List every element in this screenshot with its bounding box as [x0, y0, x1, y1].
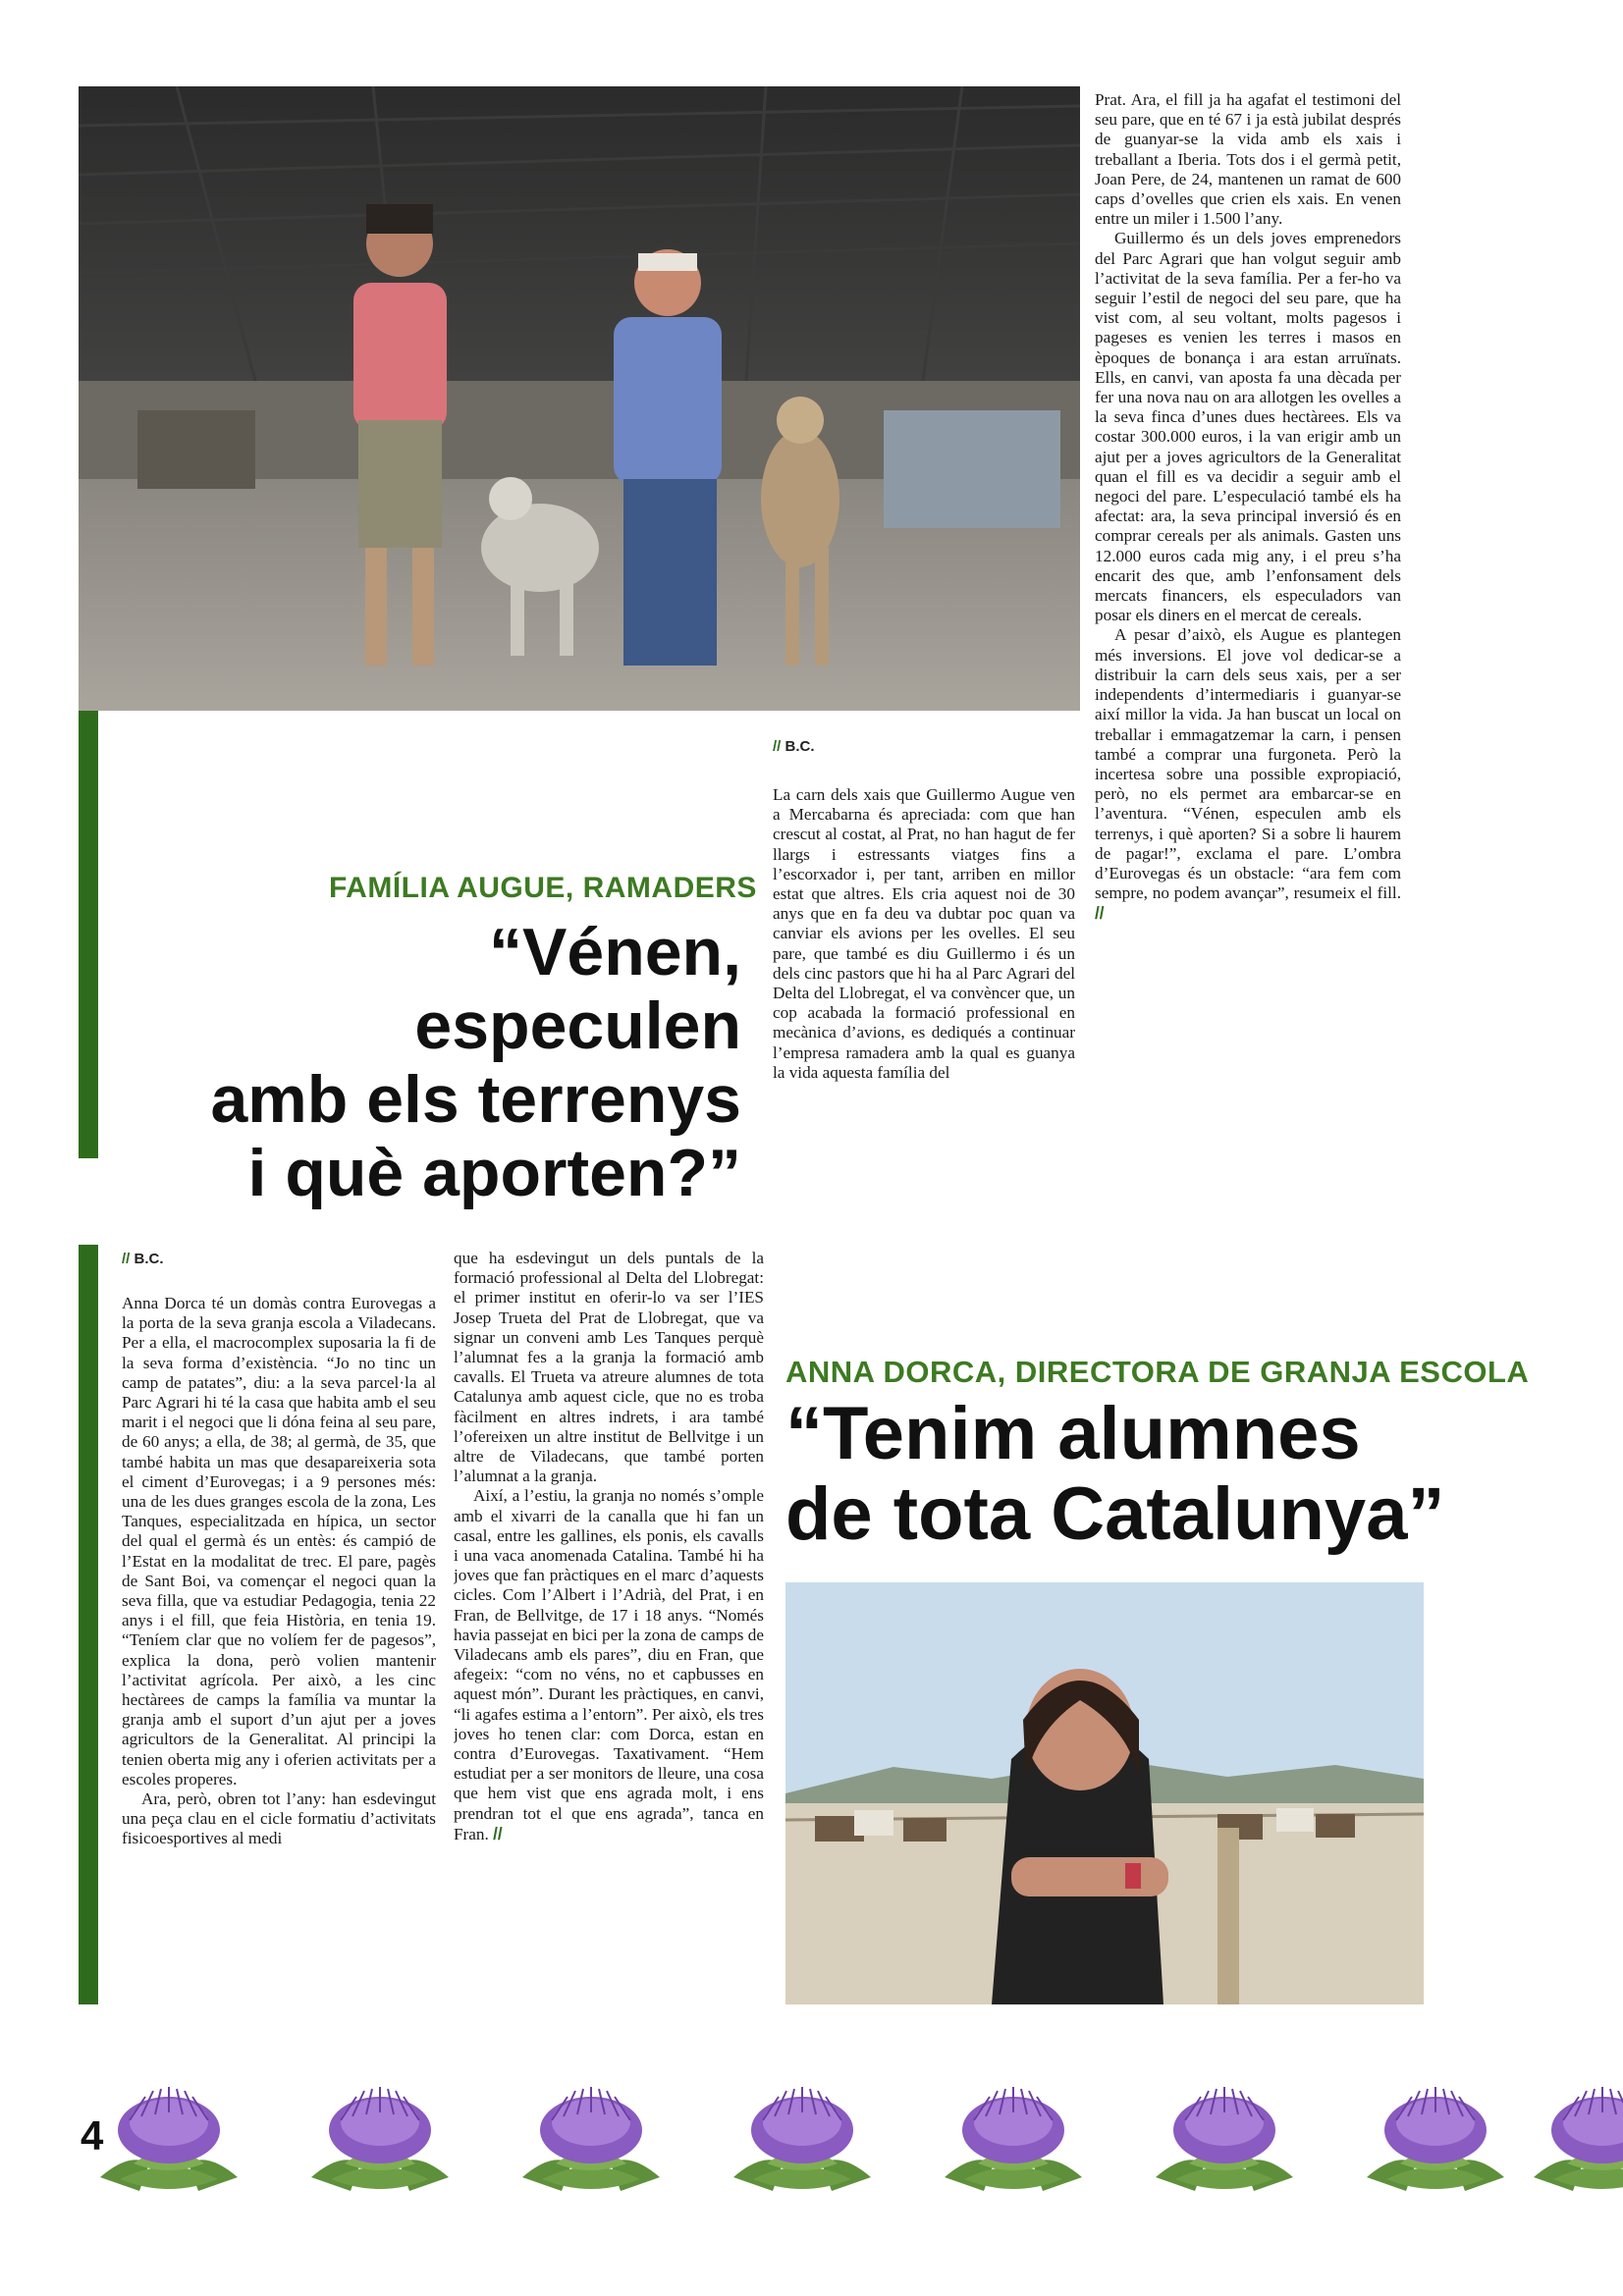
artichoke-flower-icon-row — [90, 2061, 1623, 2199]
paragraph: Anna Dorca té un domàs contra Eurovegas a la porta de la seva granja escola a Viladecans. Per a ella, el macrocomplex suposaria la fi de la seva forma d’existència. “Jo no tinc un camp de patates”, diu: a la seva parcel·la al Parc Agrari hi té la casa que habita amb el seu marit i el negoci que li dóna feina al seu pare, de 60 anys; a ella, de 38; al germà, de 35, que també habita un mas que desapareixeria sota el ciment d’Eurovegas; i a 9 persones més: una de les dues granges escola de la zona, Les Tanques, especialitzada en hípica, un sector del qual el germà és un entès: és campió de l’Estat en la modalitat de trec. El pare, pagès de Sant Boi, va començar el negoci quan la seva filla, que va estudiar Pedagogia, tenia 22 anys i el fill, que feia Història, en tenia 19. “Teníem clar que no volíem fer de pagesos”, explica la dona, però volien mantenir l’activitat agrícola. Per això, a les cinc hectàrees de camps la família va muntar la granja amb el suport d’un ajut per a joves agricultors de la Generalitat. Al principi la tenien oberta mig any i oferien activitats per a escoles properes. — [122, 1294, 436, 1789]
story2-accent-bar — [79, 1245, 98, 2004]
paragraph-text: Així, a l’estiu, la granja no només s’omple amb el xivarri de la canalla que hi fan un casal, entre les gallines, els ponis, els cavalls i una vaca anomenada Catalina. També hi ha joves que fan pràctiques en el marc d’aquests cicles. Com l’Albert i l’Adrià, del Prat, i en Fran, de Bellvitge, de 17 i 18 anys. “Només havia passejat en bici per la zona de camps de Viladecans amb els pares”, diu en Fran, que afegeix: “com no véns, no et capbusses en aquest món”. Durant les pràctiques, en canvi, “li agafes estima a l’entorn”. Per això, els tres joves ho tenen clar: com Dorca, estan en contra d’Eurovegas. Taxativament. “Hem estudiat per a ser monitors de lleure, una cosa que hem vist que ens agrada molt, i ens prendran tot el que ens agrada”, tanca en Fran. — [454, 1486, 764, 1843]
story1-photo — [79, 86, 1080, 711]
paragraph: Guillermo és un dels joves emprenedors del Parc Agrari que han volgut seguir amb l’activitat de la seva família. Per a fer-ho va seguir l’estil de negoci del seu pare, que ha vist com, al seu voltant, molts pagesos i pageses es venien les terres i masos en èpoques de bonança i ara estan arruïnats. Ells, en canvi, van aposta fa una dècada per fer una nova nau on ara allotgen les ovelles a la seva finca d’unes dues hectàrees. Els va costar 300.000 euros, i la van erigir amb un ajut per a joves agricultors de la Generalitat quan el fill es va decidir a seguir amb el negoci del pare. L’especulació també els ha afectat: ara, la seva principal inversió és en comprar cereals per als animals. Gasten uns 12.000 euros cada mig any, i el preu s’ha encarit des que, amb l’enfonsament dels mercats financers, els especuladors van posar els diners en el mercat de cereals. — [1095, 229, 1401, 625]
story2-headline-line: “Tenim alumnes — [785, 1392, 1361, 1475]
story2-headline — [785, 1394, 1492, 1555]
farm-school-illustration — [785, 1582, 1424, 2004]
story2-kicker: ANNA DORCA, DIRECTORA DE GRANJA ESCOLA — [785, 1355, 1530, 1389]
page-number: 4 — [81, 2112, 104, 2159]
story1-byline — [773, 738, 815, 755]
paragraph: Prat. Ara, el fill ja ha agafat el testimoni del seu pare, que en té 67 i ja està jubilat després de guanyar-se la vida amb els xais i treballant a Iberia. Tots dos i el germà petit, Joan Pere, de 24, mantenen un ramat de 600 caps d’ovelles que crien els xais. En venen entre un miler i 1.500 l’any. — [1095, 90, 1401, 229]
story2-photo — [785, 1582, 1424, 2004]
story1-column-1 — [773, 785, 1075, 1158]
story2-headline-line: de tota Catalunya” — [785, 1472, 1445, 1556]
paragraph: La carn dels xais que Guillermo Augue ven a Mercabarna és apreciada: com que han crescut al costat, al Prat, no han hagut de fer llargs i estressants viatges fins a l’escorxador i, per tant, arriben en millor estat que altres. Els cria aquest noi de 30 anys que en fa deu va dubtar poc quan va canviar els avions per les ovelles. El seu pare, que també es diu Guillermo i és un dels cinc pastors que hi ha al Parc Agrari del Delta del Llobregat, el va convèncer que, un cop acabada la formació professional en mecànica d’avions, es dediqués a continuar l’empresa ramadera amb la qual es guanya la vida aquesta família del — [773, 785, 1075, 1082]
byline-slashes: // — [773, 738, 782, 755]
story1-headline-line: i què aporten?” — [247, 1136, 741, 1210]
byline-author: B.C. — [134, 1251, 164, 1267]
paragraph — [454, 1486, 764, 1844]
end-mark: // — [493, 1823, 503, 1843]
artichoke-border — [90, 2061, 1623, 2199]
story2-column-1 — [122, 1294, 436, 2004]
end-mark: // — [1095, 903, 1105, 924]
paragraph — [1095, 625, 1401, 924]
story1-column-2 — [1095, 90, 1401, 1160]
story1-headline — [147, 916, 741, 1210]
story1-accent-bar — [79, 711, 98, 1158]
paragraph: que ha esdevingut un dels puntals de la formació professional al Delta del Llobregat: el primer institut en oferir-lo va ser l’IES Josep Trueta del Prat de Llobregat, que va signar un conveni amb Les Tanques perquè l’alumnat fes a la granja la formació amb cavalls. El Trueta va atreure alumnes de tota Catalunya amb aquest cicle, que no es troba fàcilment en altres indrets, i ara també l’ofereixen un altre institut de Bellvitge i un altre de Viladecans, que també porten l’alumnat a la granja. — [454, 1249, 764, 1486]
byline-author: B.C. — [784, 738, 815, 755]
story1-headline-line: “Vénen, especulen — [414, 915, 741, 1063]
paragraph-text: A pesar d’això, els Augue es plantegen més inversions. El jove vol dedicar-se a distribuir la carn dels seus xais, per a ser independents d’intermediaris i guanyar-se així millor la vida. Ja han buscat un local on treballar i emmagatzemar la carn, i pensen també a comprar una furgoneta. Però la incertesa sobre una possible expropiació, però, no els permet ara embarcar-se en l’aventura. “Vénen, especulen amb els terrenys, i què aporten? Si a sobre li haurem de pagar!”, exclama el pare. L’ombra d’Eurovegas és un obstacle: “ara fem com sempre, no podem avançar”, resumeix el fill. — [1095, 625, 1401, 903]
story1-kicker: FAMÍLIA AUGUE, RAMADERS — [329, 872, 757, 904]
barn-scene-illustration — [79, 86, 1080, 711]
story1-headline-line: amb els terrenys — [210, 1062, 741, 1137]
story2-byline — [122, 1251, 164, 1267]
paragraph: Ara, però, obren tot l’any: han esdevingut una peça clau en el cicle formatiu d’activitats fisicoesportives al medi — [122, 1789, 436, 1848]
story2-column-2 — [454, 1249, 764, 2004]
byline-slashes: // — [122, 1251, 131, 1267]
